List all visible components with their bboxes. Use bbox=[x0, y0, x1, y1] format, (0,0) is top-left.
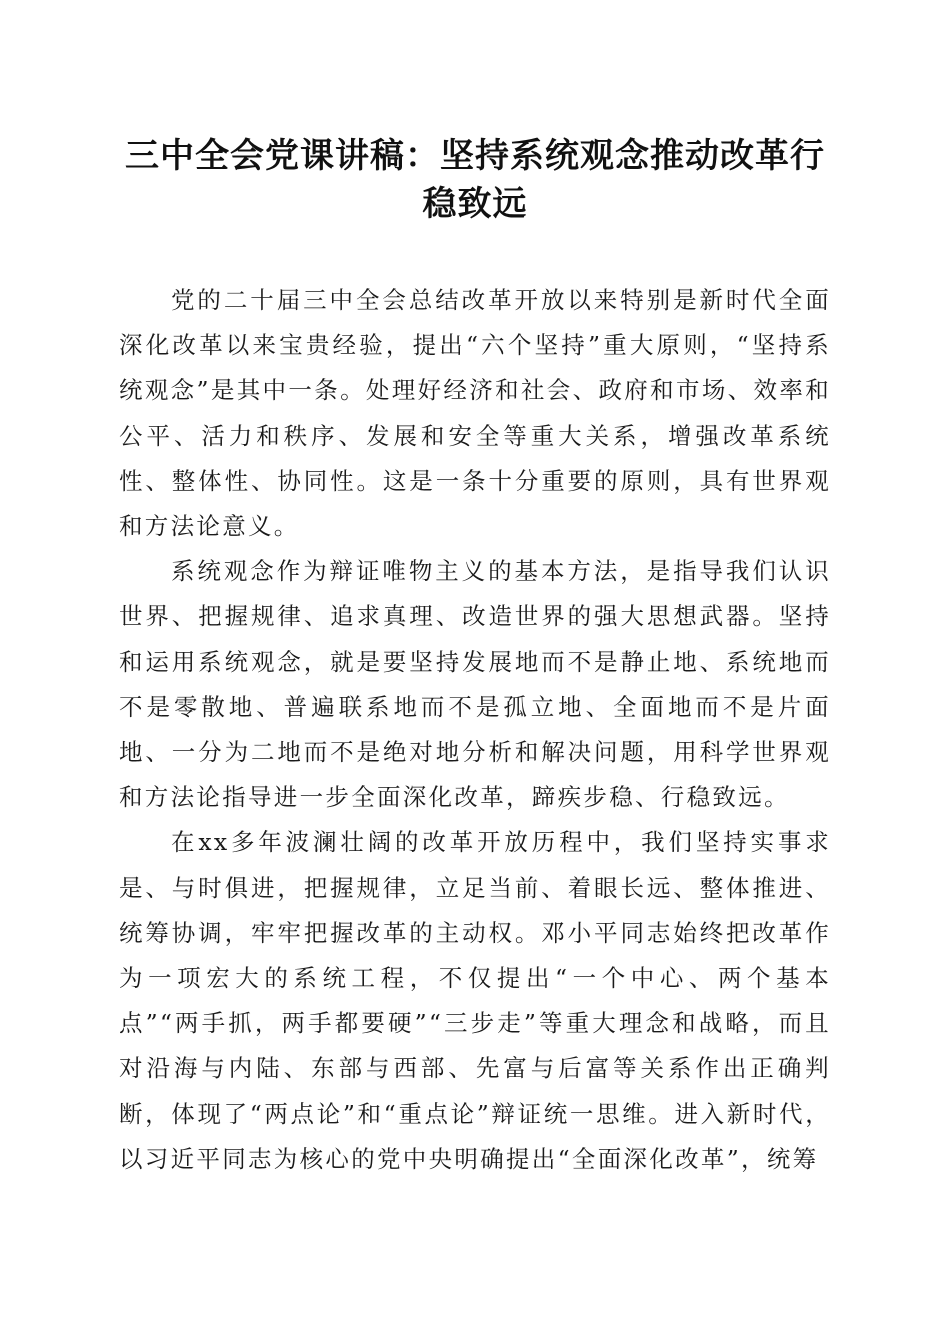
paragraph-3: 在xx多年波澜壮阔的改革开放历程中，我们坚持实事求是、与时俱进，把握规律，立足当前、着眼长远、整体推进、统筹协调，牢牢把握改革的主动权。邓小平同志始终把改革作为一项宏大的系统工程，不仅提出“一个中心、两个基本点”“两手抓，两手都要硬”“三步走”等重大理念和战略，而且对沿海与内陆、东部与西部、先富与后富等关系作出正确判断，体现了“两点论”和“重点论”辩证统一思维。进入新时代，以习近平同志为核心的党中央明确提出“全面深化改革”，统筹 bbox=[119, 828, 831, 1173]
document-title: 三中全会党课讲稿：坚持系统观念推动改革行稳致远 bbox=[125, 136, 825, 224]
paragraph-2: 系统观念作为辩证唯物主义的基本方法，是指导我们认识世界、把握规律、追求真理、改造世界的强大思想武器。坚持和运用系统观念，就是要坚持发展地而不是静止地、系统地而不是零散地、普遍联系地而不是孤立地、全面地而不是片面地、一分为二地而不是绝对地分析和解决问题，用科学世界观和方法论指导进一步全面深化改革，蹄疾步稳、行稳致远。 bbox=[119, 557, 831, 812]
document-body bbox=[119, 278, 831, 1182]
paragraph-1: 党的二十届三中全会总结改革开放以来特别是新时代全面深化改革以来宝贵经验，提出“六个坚持”重大原则，“坚持系统观念”是其中一条。处理好经济和社会、政府和市场、效率和公平、活力和秩序、发展和安全等重大关系，增强改革系统性、整体性、协同性。这是一条十分重要的原则，具有世界观和方法论意义。 bbox=[119, 286, 831, 541]
